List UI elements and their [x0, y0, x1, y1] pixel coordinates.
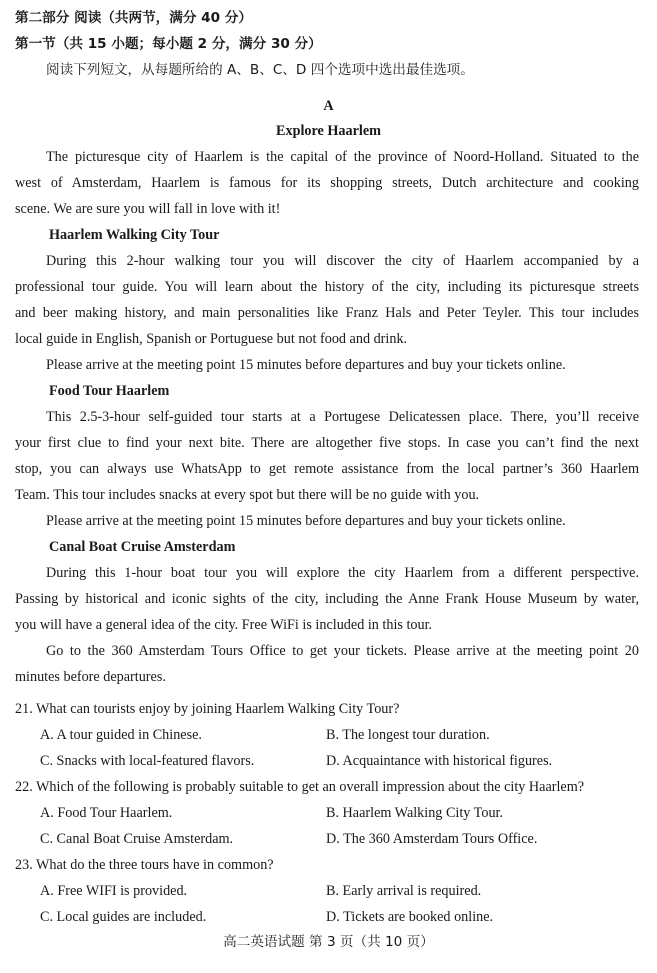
- passage-letter: A: [323, 98, 334, 114]
- question-21-stem: 21. What can tourists enjoy by joining Haarlem Walking City Tour?: [15, 701, 400, 717]
- tour3-note-line-2: minutes before departures.: [15, 669, 166, 685]
- instruction-text: 阅读下列短文，从每题所给的 A、B、C、D 四个选项中选出最佳选项。: [46, 62, 474, 78]
- tour-heading-walking: Haarlem Walking City Tour: [49, 227, 220, 243]
- intro-line-3: scene. We are sure you will fall in love with it!: [15, 201, 281, 217]
- question-23-option-d: D. Tickets are booked online.: [326, 909, 494, 925]
- tour2-line-1: This 2.5-3-hour self-guided tour starts at a Portugese Delicatessen place. There, you’ll receive: [46, 409, 639, 425]
- question-21-option-c: C. Snacks with local-featured flavors.: [40, 753, 255, 769]
- tour1-note: Please arrive at the meeting point 15 minutes before departures and buy your tickets online.: [46, 357, 566, 373]
- part-heading: 第二部分 阅读（共两节，满分 40 分）: [15, 10, 253, 26]
- question-21-option-b: B. The longest tour duration.: [326, 727, 490, 743]
- tour3-note-line-1: Go to the 360 Amsterdam Tours Office to get your tickets. Please arrive at the meeting point 20: [46, 643, 639, 659]
- question-23-option-b: B. Early arrival is required.: [326, 883, 482, 899]
- question-23-option-c: C. Local guides are included.: [40, 909, 207, 925]
- tour1-line-4: local guide in English, Spanish or Portuguese but not food and drink.: [15, 331, 408, 347]
- tour2-line-2: your first clue to find your next bite. There are altogether five stops. In case you can’t find the next: [15, 435, 639, 451]
- intro-line-1: The picturesque city of Haarlem is the capital of the province of Noord-Holland. Situated to the: [46, 149, 639, 165]
- tour-heading-canal: Canal Boat Cruise Amsterdam: [49, 539, 236, 555]
- section-heading: 第一节（共 15 小题；每小题 2 分，满分 30 分）: [15, 36, 322, 52]
- question-23-stem: 23. What do the three tours have in common?: [15, 857, 274, 873]
- tour3-line-3: you will have a general idea of the city. Free WiFi is included in this tour.: [15, 617, 433, 633]
- tour1-line-3: and beer making history, and main personalities like Franz Hals and Peter Teyler. This tour includes: [15, 305, 639, 321]
- intro-line-2: west of Amsterdam, Haarlem is famous for its shopping streets, Dutch architecture and cooking: [15, 175, 639, 191]
- question-21-option-d: D. Acquaintance with historical figures.: [326, 753, 553, 769]
- tour1-line-2: professional tour guide. You will learn about the history of the city, including its picturesque streets: [15, 279, 639, 295]
- tour1-line-1: During this 2-hour walking tour you will discover the city of Haarlem accompanied by a: [46, 253, 639, 269]
- passage-title: Explore Haarlem: [276, 123, 381, 139]
- question-22-option-c: C. Canal Boat Cruise Amsterdam.: [40, 831, 234, 847]
- page-footer: 高二英语试题 第 3 页（共 10 页）: [223, 934, 434, 950]
- tour2-note: Please arrive at the meeting point 15 minutes before departures and buy your tickets online.: [46, 513, 566, 529]
- tour2-line-4: Team. This tour includes snacks at every spot but there will be no guide with you.: [15, 487, 480, 503]
- question-21-option-a: A. A tour guided in Chinese.: [40, 727, 202, 743]
- tour3-line-1: During this 1-hour boat tour you will explore the city Haarlem from a different perspective.: [46, 565, 639, 581]
- question-22-option-b: B. Haarlem Walking City Tour.: [326, 805, 504, 821]
- question-22-option-a: A. Food Tour Haarlem.: [40, 805, 173, 821]
- tour2-line-3: stop, you can always use WhatsApp to get remote assistance from the local partner’s 360 Haarlem: [15, 461, 639, 477]
- question-22-stem: 22. Which of the following is probably suitable to get an overall impression about the city Haarlem?: [15, 779, 585, 795]
- tour3-line-2: Passing by historical and iconic sights of the city, including the Anne Frank House Museum by water,: [15, 591, 639, 607]
- question-22-option-d: D. The 360 Amsterdam Tours Office.: [326, 831, 538, 847]
- question-23-option-a: A. Free WIFI is provided.: [40, 883, 188, 899]
- tour-heading-food: Food Tour Haarlem: [49, 383, 170, 399]
